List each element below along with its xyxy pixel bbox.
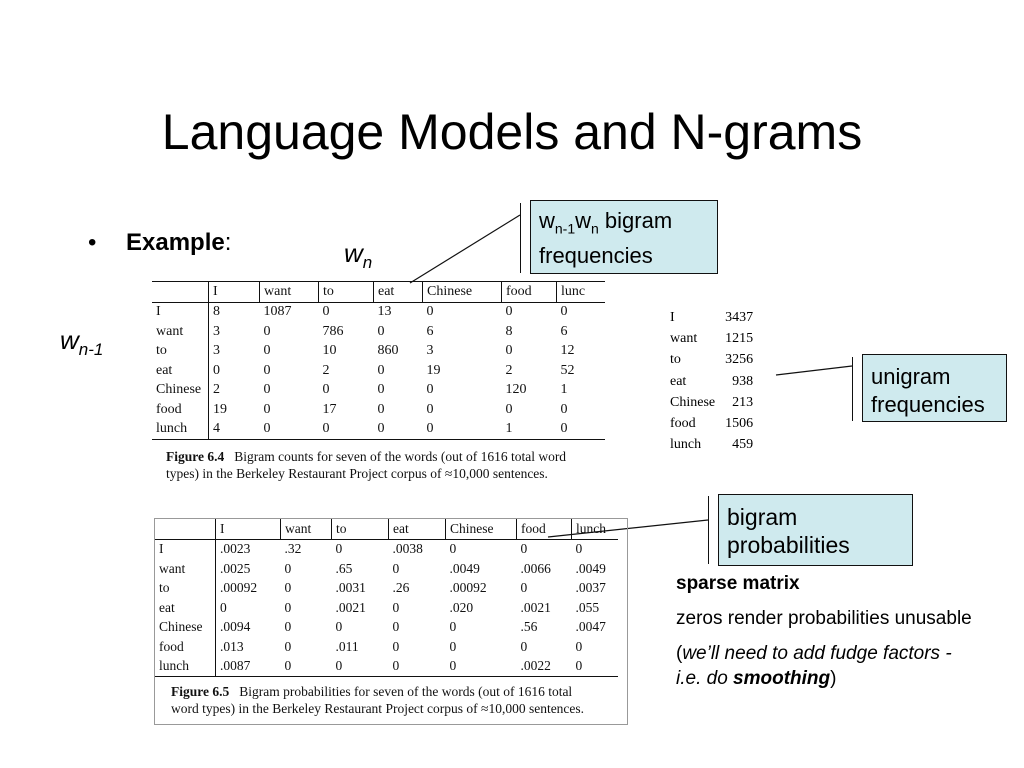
table-row — [152, 400, 605, 420]
table-row — [152, 420, 605, 440]
table-row — [155, 579, 618, 599]
counts-header: food — [502, 282, 557, 303]
cell: want — [152, 322, 209, 342]
cell: 0 — [575, 658, 583, 674]
cell: food — [152, 400, 209, 420]
table-row — [155, 539, 618, 559]
cell: 0 — [505, 401, 513, 417]
cell: 13 — [377, 304, 392, 320]
cell: 0 — [575, 541, 583, 557]
wn1-base: w — [60, 325, 79, 355]
cell: .0031 — [335, 580, 366, 596]
notes-smoothing: smoothing — [733, 668, 831, 689]
cell: 0 — [392, 599, 400, 615]
prob-caption-text: Bigram probabilities for seven of the words (out of 1616 total — [239, 684, 573, 699]
counts-header: Chinese — [423, 282, 502, 303]
prob-caption-text2: word types) in the Berkeley Restaurant Project corpus of ≈10,000 sentences. — [171, 701, 585, 716]
callout-rest: bigram — [598, 208, 673, 233]
cell: I — [155, 539, 216, 559]
cell: 3 — [213, 323, 220, 339]
table-row — [666, 436, 757, 455]
cell: .0023 — [220, 541, 251, 557]
wn-sub: n — [362, 253, 373, 273]
cell: 0 — [377, 362, 385, 378]
cell: .00092 — [220, 580, 258, 596]
cell: 0 — [392, 638, 400, 654]
cell: I — [670, 309, 675, 325]
bullet-colon: : — [224, 229, 232, 256]
cell: 0 — [505, 343, 513, 359]
cell: 0 — [377, 421, 385, 437]
cell: 3256 — [725, 352, 754, 368]
cell: 0 — [322, 421, 330, 437]
table-row — [666, 414, 757, 433]
cell: 0 — [377, 382, 385, 398]
cell: 459 — [732, 437, 754, 453]
counts-header: I — [209, 282, 260, 303]
table-row — [152, 302, 605, 322]
cell: 786 — [322, 323, 344, 339]
cell: 0 — [263, 323, 271, 339]
table-row — [155, 618, 618, 638]
counts-caption-text: Bigram counts for seven of the words (out of 1616 total word — [234, 449, 567, 464]
prob-header: food — [517, 519, 572, 539]
table-row — [155, 559, 618, 579]
bigram-counts-figure — [152, 281, 607, 486]
table-row — [152, 342, 605, 362]
cell: 2 — [213, 382, 220, 398]
cell: 0 — [560, 401, 568, 417]
cell: Chinese — [155, 618, 216, 638]
prob-header: want — [281, 519, 332, 539]
counts-header — [152, 282, 209, 303]
cell: .56 — [520, 619, 538, 635]
cell: 0 — [426, 382, 434, 398]
cell: 10 — [322, 343, 337, 359]
table-row — [155, 657, 618, 677]
prob-caption — [171, 683, 627, 717]
cell: 6 — [426, 323, 434, 339]
cell: 0 — [426, 304, 434, 320]
table-row — [152, 381, 605, 401]
notes-line1: zeros render probabilities unusable — [676, 608, 972, 629]
cell: 0 — [392, 658, 400, 674]
cell: 0 — [335, 619, 343, 635]
cell: 0 — [575, 638, 583, 654]
table-row — [666, 372, 757, 391]
counts-header: to — [319, 282, 374, 303]
cell: 0 — [426, 421, 434, 437]
cell: 0 — [263, 343, 271, 359]
cell: 0 — [449, 619, 457, 635]
cell: .0022 — [520, 658, 551, 674]
wn1-sub: n-1 — [78, 340, 104, 360]
cell: 0 — [284, 619, 292, 635]
cell: 4 — [213, 421, 220, 437]
cell: 2 — [505, 362, 513, 378]
notes-heading: sparse matrix — [676, 573, 800, 594]
cell: 120 — [505, 382, 527, 398]
counts-header-row — [152, 282, 605, 303]
bigram-counts-table — [152, 281, 605, 440]
cell: I — [152, 302, 209, 322]
cell: .0037 — [575, 580, 606, 596]
cell: 0 — [322, 304, 330, 320]
cell: 0 — [263, 421, 271, 437]
cell: 1215 — [725, 330, 754, 346]
bullet-label: Example — [126, 229, 225, 256]
cell: .055 — [575, 599, 600, 615]
cell: 0 — [213, 362, 220, 378]
cell: food — [155, 637, 216, 657]
cell: 860 — [377, 343, 399, 359]
cell: lunch — [670, 437, 702, 453]
notes-line2 — [676, 641, 976, 691]
cell: eat — [155, 598, 216, 618]
callout-unigram-line2: frequencies — [871, 392, 985, 417]
cell: .0049 — [575, 560, 606, 576]
cell: 0 — [284, 560, 292, 576]
cell: .013 — [220, 638, 244, 654]
cell: 3 — [426, 343, 434, 359]
prob-header: to — [332, 519, 389, 539]
connector-bigram-freq — [410, 215, 520, 283]
counts-caption-text2: types) in the Berkeley Restaurant Project corpus of ≈10,000 sentences. — [166, 466, 548, 481]
table-row — [152, 361, 605, 381]
cell: eat — [152, 361, 209, 381]
callout-w1: w — [539, 208, 555, 233]
cell: 213 — [732, 394, 754, 410]
cell: .0021 — [520, 599, 551, 615]
cell: 0 — [263, 401, 271, 417]
callout-prob-line2: probabilities — [727, 532, 850, 558]
counts-header: want — [260, 282, 319, 303]
table-row — [666, 329, 757, 348]
cell: 0 — [505, 304, 513, 320]
cell: 1 — [560, 382, 568, 398]
notes-open: ( — [676, 643, 683, 664]
cell: 2 — [322, 362, 330, 378]
cell: 0 — [263, 382, 271, 398]
bigram-probabilities-table — [155, 519, 618, 677]
connector-unigram — [776, 366, 852, 375]
cell: 0 — [449, 541, 457, 557]
cell: .0087 — [220, 658, 251, 674]
cell: .26 — [392, 580, 410, 596]
cell: 0 — [520, 638, 528, 654]
bigram-probabilities-figure — [154, 518, 628, 725]
cell: .020 — [449, 599, 474, 615]
cell: lunch — [152, 420, 209, 440]
callout-line2: frequencies — [539, 243, 653, 269]
cell: 19 — [426, 362, 441, 378]
table-row — [155, 598, 618, 618]
cell: 0 — [284, 658, 292, 674]
cell: 0 — [263, 362, 271, 378]
cell: 0 — [335, 658, 343, 674]
cell: to — [155, 579, 216, 599]
cell: 19 — [213, 401, 227, 417]
cell: .0038 — [392, 541, 423, 557]
cell: 0 — [335, 541, 343, 557]
cell: 1087 — [263, 304, 292, 320]
cell: .0021 — [335, 599, 366, 615]
cell: 0 — [392, 619, 400, 635]
cell: 0 — [377, 401, 385, 417]
notes-close: ) — [830, 668, 837, 689]
counts-caption — [166, 448, 607, 482]
cell: 0 — [560, 304, 568, 320]
callout-unigram-line1: unigram — [871, 364, 951, 389]
cell: 0 — [322, 382, 330, 398]
cell: .0094 — [220, 619, 251, 635]
cell: 0 — [392, 560, 400, 576]
cell: .0025 — [220, 560, 251, 576]
notes-italic: we’ll need to add fudge factors - i.e. do — [676, 643, 952, 689]
cell: 8 — [505, 323, 513, 339]
cell: 1 — [505, 421, 513, 437]
cell: want — [670, 330, 698, 346]
cell: lunch — [155, 657, 216, 677]
notes — [676, 571, 976, 701]
table-row — [666, 393, 757, 412]
cell: 17 — [322, 401, 337, 417]
callout-s2: n — [591, 220, 599, 237]
cell: 0 — [520, 541, 528, 557]
slide-title: Language Models and N-grams — [161, 104, 863, 160]
cell: 0 — [449, 658, 457, 674]
counts-header: eat — [374, 282, 423, 303]
cell: Chinese — [670, 394, 716, 410]
cell: .0049 — [449, 560, 480, 576]
cell: to — [152, 342, 209, 362]
table-row — [666, 351, 757, 370]
cell: 52 — [560, 362, 575, 378]
cell: 0 — [377, 323, 385, 339]
prob-header: Chinese — [446, 519, 517, 539]
cell: .0066 — [520, 560, 551, 576]
cell: .65 — [335, 560, 353, 576]
cell: eat — [670, 373, 687, 389]
cell: 0 — [284, 599, 292, 615]
callout-s1: n-1 — [554, 220, 576, 237]
cell: 0 — [284, 638, 292, 654]
cell: 0 — [220, 599, 227, 615]
prob-header-row — [155, 519, 618, 539]
unigram-counts-table — [664, 306, 759, 457]
cell: .0047 — [575, 619, 606, 635]
cell: 0 — [560, 421, 568, 437]
cell: 3437 — [725, 309, 754, 325]
cell: 938 — [732, 373, 754, 389]
cell: 6 — [560, 323, 568, 339]
cell: 0 — [520, 580, 528, 596]
counts-caption-label: Figure 6.4 — [166, 449, 225, 464]
cell: want — [155, 559, 216, 579]
cell: 0 — [284, 580, 292, 596]
counts-header: lunc — [561, 283, 586, 299]
table-row — [666, 308, 757, 327]
table-row — [152, 322, 605, 342]
cell: .32 — [284, 541, 302, 557]
cell: 12 — [560, 343, 575, 359]
callout-w2: w — [575, 208, 592, 233]
prob-header — [155, 519, 216, 539]
cell: 0 — [449, 638, 457, 654]
cell: Chinese — [152, 381, 209, 401]
wn-base: w — [344, 238, 363, 268]
cell: food — [670, 416, 696, 432]
cell: .00092 — [449, 580, 487, 596]
prob-header: eat — [389, 519, 446, 539]
cell: 3 — [213, 343, 220, 359]
cell: .011 — [335, 638, 359, 654]
cell: 1506 — [725, 416, 754, 432]
cell: 0 — [426, 401, 434, 417]
bullet-dot-icon: • — [88, 229, 97, 256]
callout-prob-line1: bigram — [727, 504, 798, 530]
cell: 8 — [213, 304, 220, 320]
table-row — [155, 637, 618, 657]
prob-header: I — [216, 519, 281, 539]
prob-caption-label: Figure 6.5 — [171, 684, 230, 699]
cell: to — [670, 352, 681, 368]
prob-header: lunch — [576, 520, 606, 536]
